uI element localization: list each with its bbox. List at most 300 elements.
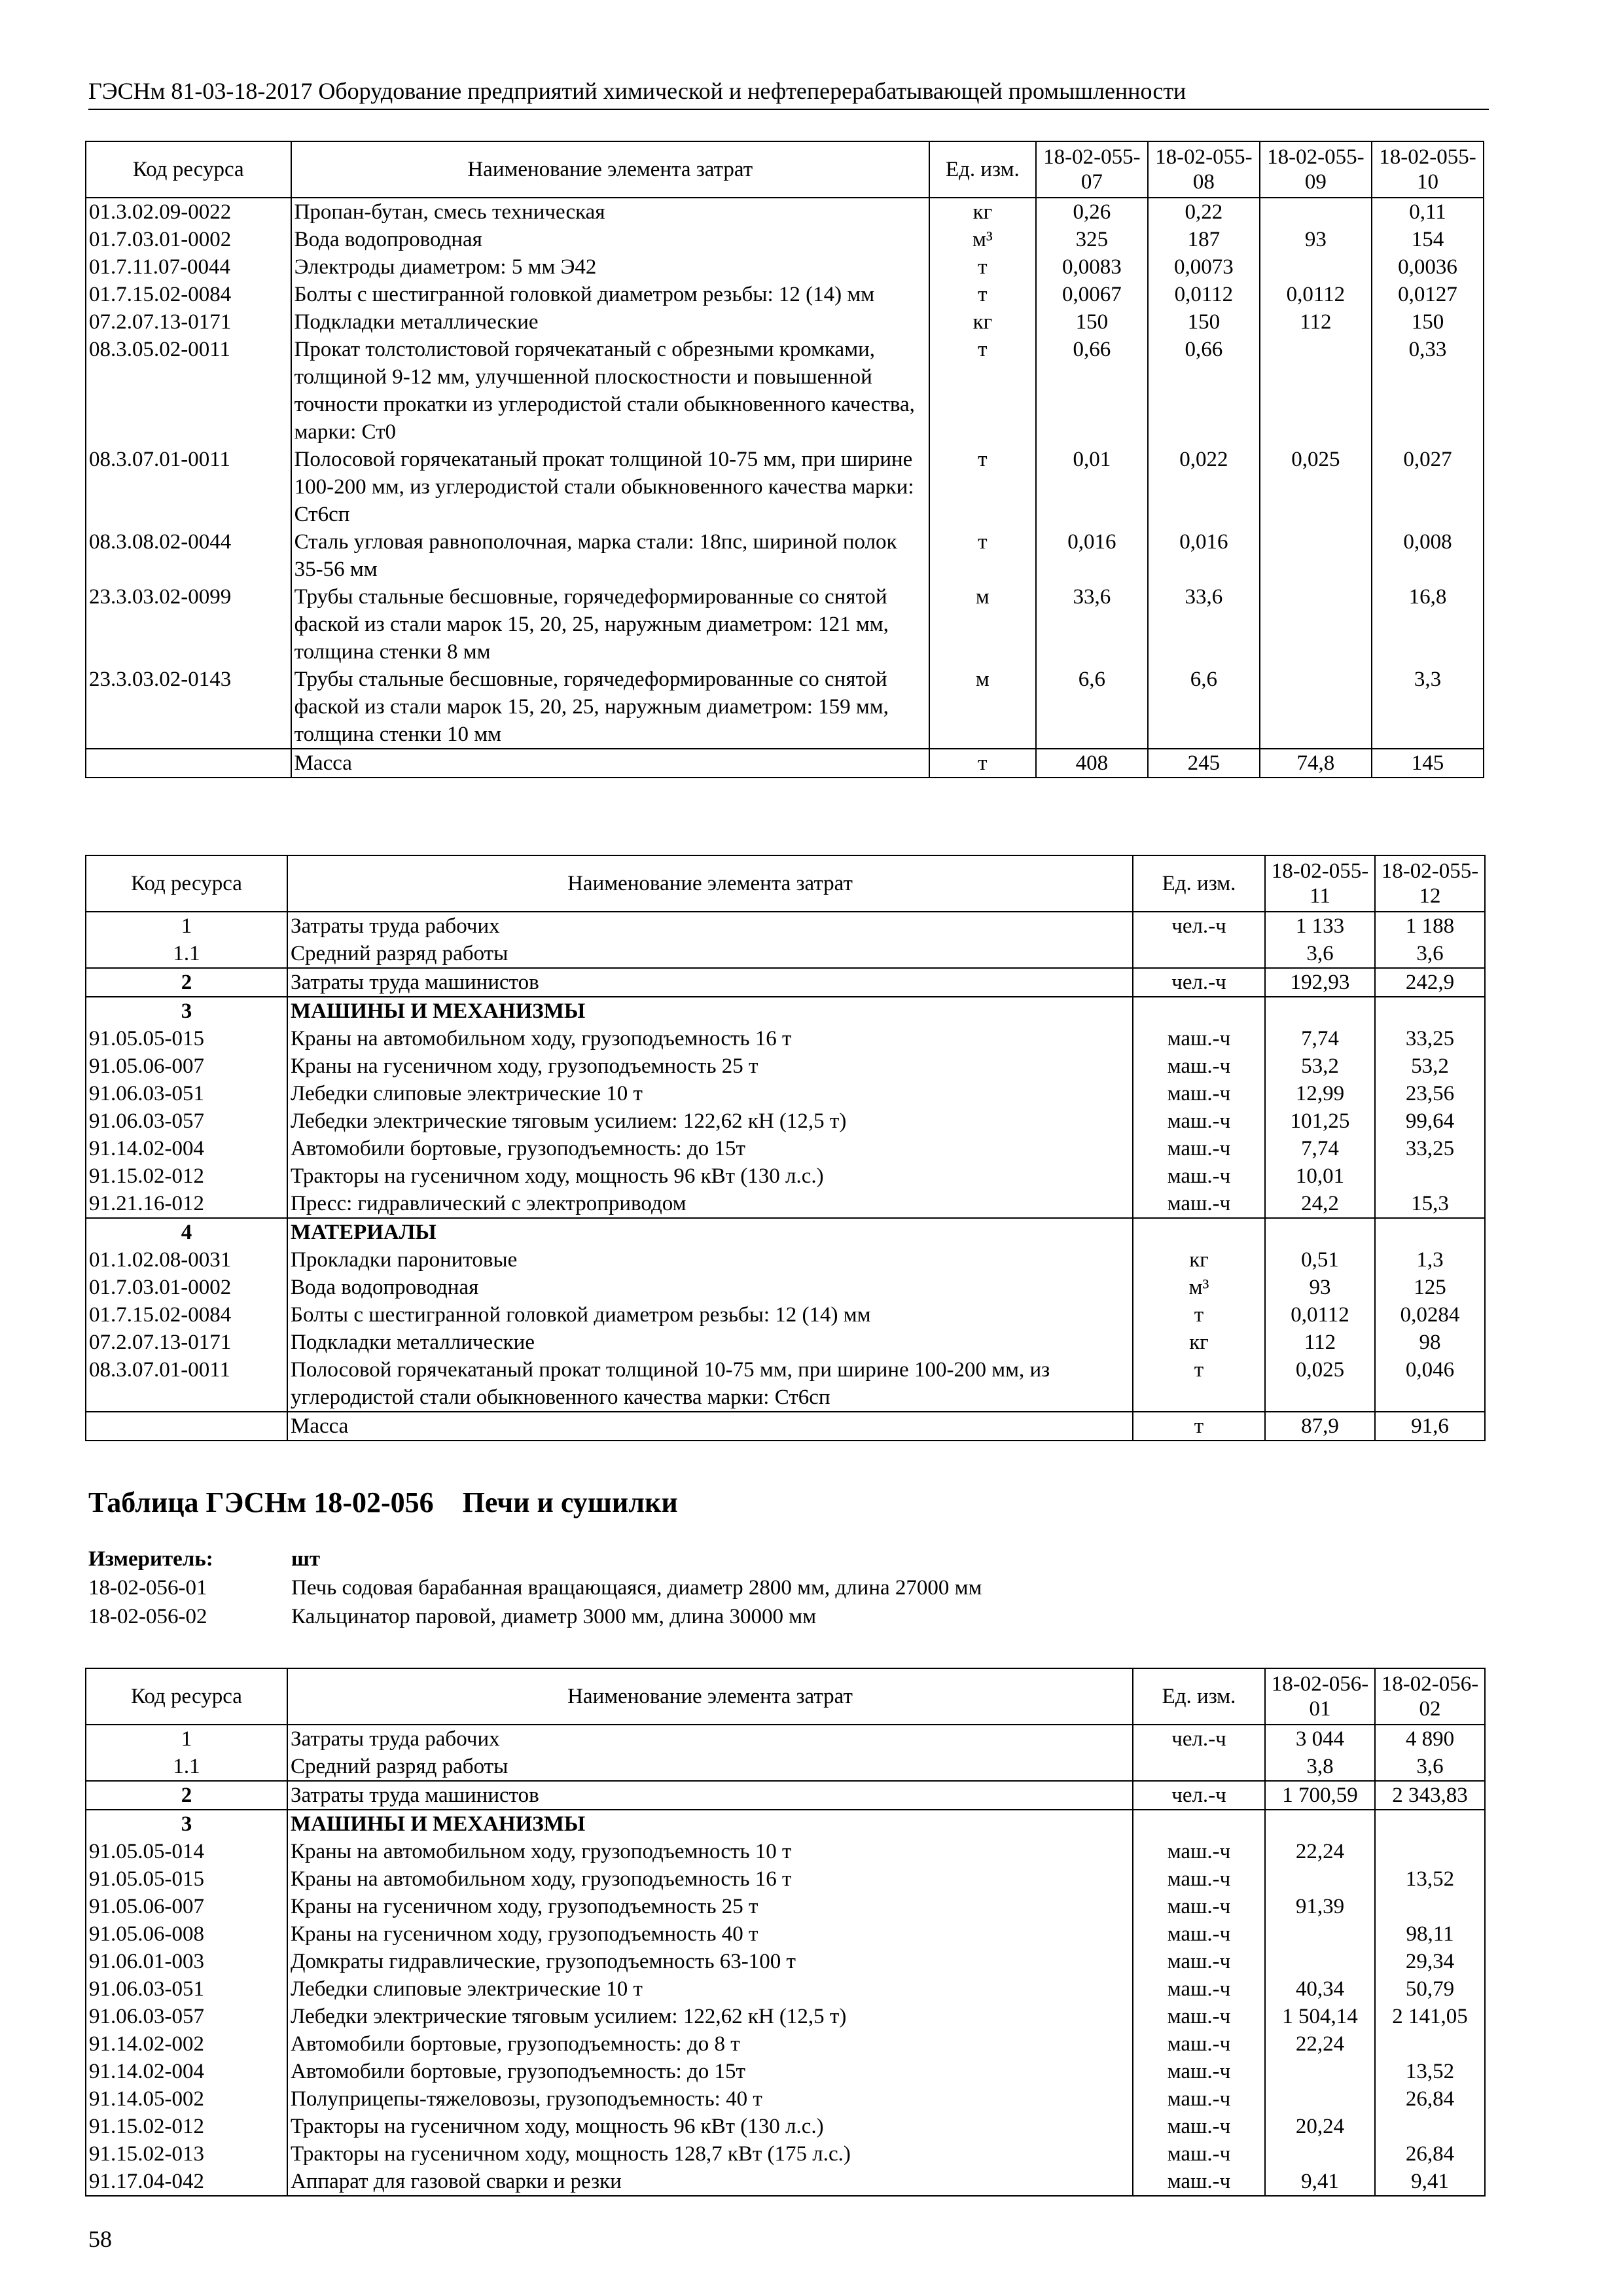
value-cell: 16,8 [1372, 583, 1484, 666]
value-cell: 0,11 [1372, 198, 1484, 226]
table-row [86, 1218, 1485, 1246]
resource-code: 08.3.08.02-0044 [86, 528, 291, 583]
table-row [86, 1356, 1485, 1412]
resource-code: 91.06.03-057 [86, 1107, 287, 1135]
unit: маш.-ч [1133, 2168, 1265, 2196]
measure-block [88, 1545, 982, 1631]
resource-name: Затраты труда рабочих [287, 912, 1133, 940]
table-row [86, 1107, 1485, 1135]
col-header-code: Код ресурса [86, 855, 287, 912]
table-row [86, 1781, 1485, 1810]
resource-code: 91.05.05-015 [86, 1865, 287, 1893]
value-cell: 145 [1372, 749, 1484, 778]
value-cell: 10,01 [1265, 1162, 1375, 1190]
unit: т [929, 281, 1036, 308]
unit: маш.-ч [1133, 1135, 1265, 1162]
unit: кг [1133, 1329, 1265, 1356]
value-cell: 1 700,59 [1265, 1781, 1375, 1810]
value-cell: 242,9 [1375, 968, 1485, 997]
table-row [86, 1080, 1485, 1107]
value-cell [1375, 2113, 1485, 2140]
resource-code: 91.14.02-002 [86, 2030, 287, 2058]
value-cell [1265, 997, 1375, 1025]
resource-code: 91.15.02-012 [86, 1162, 287, 1190]
resource-code: 91.06.03-051 [86, 1975, 287, 2003]
value-cell [1265, 1948, 1375, 1975]
page-number: 58 [88, 2226, 112, 2252]
unit: т [1133, 1356, 1265, 1412]
table-row [86, 2003, 1485, 2030]
unit: чел.-ч [1133, 968, 1265, 997]
value-cell [1265, 2140, 1375, 2168]
unit: м [929, 666, 1036, 749]
resource-name: Подкладки металлические [287, 1329, 1133, 1356]
value-cell: 0,01 [1036, 446, 1148, 528]
resource-code: 1.1 [86, 940, 287, 968]
table-row [86, 308, 1484, 336]
value-cell: 0,66 [1036, 336, 1148, 446]
value-cell: 29,34 [1375, 1948, 1485, 1975]
value-cell: 0,66 [1148, 336, 1260, 446]
value-cell: 7,74 [1265, 1025, 1375, 1052]
unit: чел.-ч [1133, 1781, 1265, 1810]
unit: маш.-ч [1133, 1162, 1265, 1190]
col-header-code: Код ресурса [86, 141, 291, 198]
unit: маш.-ч [1133, 1107, 1265, 1135]
col-header-18-02-055-10: 18-02-055-10 [1372, 141, 1484, 198]
value-cell: 3,6 [1375, 1753, 1485, 1781]
table-row [86, 2058, 1485, 2085]
value-cell: 93 [1265, 1274, 1375, 1301]
resource-name: Лебедки слиповые электрические 10 т [287, 1080, 1133, 1107]
resource-code: 1 [86, 1725, 287, 1753]
value-cell: 154 [1372, 226, 1484, 253]
resource-name: Масса [291, 749, 929, 778]
value-cell [1260, 336, 1372, 446]
table-row [86, 1162, 1485, 1190]
unit: маш.-ч [1133, 2140, 1265, 2168]
table-row [86, 336, 1484, 446]
unit: т [929, 749, 1036, 778]
value-cell: 0,0083 [1036, 253, 1148, 281]
value-cell: 0,33 [1372, 336, 1484, 446]
col-header-18-02-055-08: 18-02-055-08 [1148, 141, 1260, 198]
measure-code: 18-02-056-01 [88, 1576, 207, 1600]
value-cell: 50,79 [1375, 1975, 1485, 2003]
unit [1133, 997, 1265, 1025]
table-row [86, 940, 1485, 968]
value-cell: 91,39 [1265, 1893, 1375, 1920]
measure-code: 18-02-056-02 [88, 1605, 207, 1628]
value-cell: 26,84 [1375, 2140, 1485, 2168]
value-cell: 0,0112 [1265, 1301, 1375, 1329]
value-cell: 101,25 [1265, 1107, 1375, 1135]
resource-name: Вода водопроводная [291, 226, 929, 253]
value-cell: 33,25 [1375, 1025, 1485, 1052]
unit: маш.-ч [1133, 2030, 1265, 2058]
value-cell: 125 [1375, 1274, 1485, 1301]
resource-code: 91.17.04-042 [86, 2168, 287, 2196]
table-row [86, 253, 1484, 281]
resource-name: Подкладки металлические [291, 308, 929, 336]
unit: м³ [1133, 1274, 1265, 1301]
resource-name: МАШИНЫ И МЕХАНИЗМЫ [287, 1810, 1133, 1838]
table-row [86, 1190, 1485, 1218]
unit: маш.-ч [1133, 1920, 1265, 1948]
value-cell: 0,027 [1372, 446, 1484, 528]
unit: маш.-ч [1133, 1190, 1265, 1218]
unit: кг [929, 308, 1036, 336]
value-cell [1265, 1810, 1375, 1838]
resource-code: 2 [86, 968, 287, 997]
value-cell [1375, 1810, 1485, 1838]
table-row [86, 1135, 1485, 1162]
value-cell: 22,24 [1265, 1838, 1375, 1865]
measure-label: Измеритель: [88, 1547, 213, 1571]
value-cell: 1 133 [1265, 912, 1375, 940]
resource-code: 4 [86, 1218, 287, 1246]
table-row [86, 2030, 1485, 2058]
unit: маш.-ч [1133, 1865, 1265, 1893]
value-cell: 0,022 [1148, 446, 1260, 528]
resource-name: Полосовой горячекатаный прокат толщиной 10-75 мм, при ширине 100-200 мм, из углеродистой стали обыкновенного качества марки: Ст6сп [287, 1356, 1133, 1412]
resource-name: Аппарат для газовой сварки и резки [287, 2168, 1133, 2196]
page-header: ГЭСНм 81-03-18-2017 Оборудование предприятий химической и нефтеперерабатывающей промышленности [88, 77, 1489, 110]
resource-name: Краны на автомобильном ходу, грузоподъемность 10 т [287, 1838, 1133, 1865]
resource-name: Затраты труда машинистов [287, 1781, 1133, 1810]
value-cell [1260, 198, 1372, 226]
resource-code: 3 [86, 1810, 287, 1838]
value-cell: 23,56 [1375, 1080, 1485, 1107]
resource-code: 01.1.02.08-0031 [86, 1246, 287, 1274]
value-cell: 112 [1260, 308, 1372, 336]
table-row [86, 1246, 1485, 1274]
value-cell: 0,046 [1375, 1356, 1485, 1412]
resource-table-055-11-12 [85, 855, 1486, 1441]
value-cell: 93 [1260, 226, 1372, 253]
value-cell: 150 [1036, 308, 1148, 336]
unit: маш.-ч [1133, 1948, 1265, 1975]
col-header-unit: Ед. изм. [1133, 855, 1265, 912]
section-title: Таблица ГЭСНм 18-02-056 Печи и сушилки [88, 1486, 678, 1518]
resource-name: Затраты труда машинистов [287, 968, 1133, 997]
table-row [86, 1753, 1485, 1781]
value-cell: 0,016 [1148, 528, 1260, 583]
resource-name: Домкраты гидравлические, грузоподъемность 63-100 т [287, 1948, 1133, 1975]
value-cell: 13,52 [1375, 1865, 1485, 1893]
value-cell: 150 [1148, 308, 1260, 336]
resource-code: 91.14.05-002 [86, 2085, 287, 2113]
table-row [86, 198, 1484, 226]
value-cell [1265, 2058, 1375, 2085]
value-cell: 245 [1148, 749, 1260, 778]
value-cell [1375, 2030, 1485, 2058]
unit [1133, 1810, 1265, 1838]
value-cell: 6,6 [1148, 666, 1260, 749]
table-row [86, 968, 1485, 997]
value-cell: 74,8 [1260, 749, 1372, 778]
resource-code: 08.3.07.01-0011 [86, 446, 291, 528]
value-cell: 7,74 [1265, 1135, 1375, 1162]
resource-code: 01.7.15.02-0084 [86, 281, 291, 308]
resource-name: Трубы стальные бесшовные, горячедеформированные со снятой фаской из стали марок 15, 20, 25, наружным диаметром: 159 мм, толщина стенки 10 мм [291, 666, 929, 749]
resource-code: 08.3.07.01-0011 [86, 1356, 287, 1412]
resource-name: Тракторы на гусеничном ходу, мощность 128,7 кВт (175 л.с.) [287, 2140, 1133, 2168]
unit: т [1133, 1301, 1265, 1329]
col-header-18-02-056-01: 18-02-056-01 [1265, 1668, 1375, 1725]
value-cell [1265, 2085, 1375, 2113]
value-cell: 87,9 [1265, 1412, 1375, 1441]
resource-code: 23.3.03.02-0099 [86, 583, 291, 666]
resource-code: 01.7.03.01-0002 [86, 226, 291, 253]
col-header-unit: Ед. изм. [929, 141, 1036, 198]
value-cell: 9,41 [1265, 2168, 1375, 2196]
value-cell: 3,6 [1265, 940, 1375, 968]
resource-code: 01.7.15.02-0084 [86, 1301, 287, 1329]
col-header-18-02-055-07: 18-02-055-07 [1036, 141, 1148, 198]
value-cell: 3,8 [1265, 1753, 1375, 1781]
unit [1133, 1753, 1265, 1781]
unit: маш.-ч [1133, 1975, 1265, 2003]
resource-name: Трубы стальные бесшовные, горячедеформированные со снятой фаской из стали марок 15, 20, 25, наружным диаметром: 121 мм, толщина стенки 8 мм [291, 583, 929, 666]
table-row [86, 1865, 1485, 1893]
unit: т [929, 253, 1036, 281]
value-cell: 4 890 [1375, 1725, 1485, 1753]
table-row [86, 528, 1484, 583]
resource-code: 2 [86, 1781, 287, 1810]
unit: маш.-ч [1133, 1893, 1265, 1920]
value-cell [1260, 528, 1372, 583]
value-cell [1375, 1218, 1485, 1246]
resource-name: Краны на гусеничном ходу, грузоподъемность 40 т [287, 1920, 1133, 1948]
value-cell: 24,2 [1265, 1190, 1375, 1218]
table-row [86, 912, 1485, 940]
unit: т [929, 336, 1036, 446]
value-cell: 0,26 [1036, 198, 1148, 226]
resource-name: МАШИНЫ И МЕХАНИЗМЫ [287, 997, 1133, 1025]
resource-code [86, 1412, 287, 1441]
col-header-18-02-056-02: 18-02-056-02 [1375, 1668, 1485, 1725]
value-cell: 0,0036 [1372, 253, 1484, 281]
value-cell: 91,6 [1375, 1412, 1485, 1441]
resource-name: Сталь угловая равнополочная, марка стали: 18пс, шириной полок 35-56 мм [291, 528, 929, 583]
value-cell [1375, 1893, 1485, 1920]
table-row [86, 1725, 1485, 1753]
value-cell: 0,0067 [1036, 281, 1148, 308]
value-cell: 0,0112 [1148, 281, 1260, 308]
resource-code: 91.15.02-012 [86, 2113, 287, 2140]
value-cell [1260, 253, 1372, 281]
resource-code: 23.3.03.02-0143 [86, 666, 291, 749]
value-cell: 325 [1036, 226, 1148, 253]
table-row [86, 1025, 1485, 1052]
value-cell [1260, 666, 1372, 749]
value-cell: 99,64 [1375, 1107, 1485, 1135]
value-cell: 3,3 [1372, 666, 1484, 749]
value-cell: 0,008 [1372, 528, 1484, 583]
resource-name: Лебедки слиповые электрические 10 т [287, 1975, 1133, 2003]
value-cell: 0,0112 [1260, 281, 1372, 308]
resource-name: Краны на автомобильном ходу, грузоподъемность 16 т [287, 1025, 1133, 1052]
resource-name: Краны на автомобильном ходу, грузоподъемность 16 т [287, 1865, 1133, 1893]
col-header-name: Наименование элемента затрат [287, 1668, 1133, 1725]
table-row [86, 1893, 1485, 1920]
resource-name: Болты с шестигранной головкой диаметром резьбы: 12 (14) мм [291, 281, 929, 308]
value-cell: 3 044 [1265, 1725, 1375, 1753]
resource-name: Краны на гусеничном ходу, грузоподъемность 25 т [287, 1052, 1133, 1080]
value-cell: 33,6 [1148, 583, 1260, 666]
unit: кг [929, 198, 1036, 226]
resource-code: 91.05.06-007 [86, 1052, 287, 1080]
resource-name: Средний разряд работы [287, 1753, 1133, 1781]
table-row [86, 2168, 1485, 2196]
value-cell [1265, 1218, 1375, 1246]
value-cell: 0,016 [1036, 528, 1148, 583]
value-cell: 1 504,14 [1265, 2003, 1375, 2030]
resource-code: 3 [86, 997, 287, 1025]
value-cell: 53,2 [1375, 1052, 1485, 1080]
table-row [86, 2140, 1485, 2168]
value-cell [1375, 1838, 1485, 1865]
value-cell: 0,22 [1148, 198, 1260, 226]
table-row [86, 1975, 1485, 2003]
value-cell: 2 343,83 [1375, 1781, 1485, 1810]
col-header-name: Наименование элемента затрат [287, 855, 1133, 912]
resource-name: Автомобили бортовые, грузоподъемность: до 15т [287, 2058, 1133, 2085]
resource-code: 91.06.03-051 [86, 1080, 287, 1107]
table-row [86, 281, 1484, 308]
resource-code: 01.3.02.09-0022 [86, 198, 291, 226]
resource-code: 91.21.16-012 [86, 1190, 287, 1218]
resource-code: 91.05.05-015 [86, 1025, 287, 1052]
measure-text: Печь содовая барабанная вращающаяся, диаметр 2800 мм, длина 27000 мм [291, 1576, 982, 1600]
unit: чел.-ч [1133, 912, 1265, 940]
resource-code: 1.1 [86, 1753, 287, 1781]
resource-table-056-01-02 [85, 1668, 1486, 2197]
col-header-18-02-055-12: 18-02-055-12 [1375, 855, 1485, 912]
value-cell: 12,99 [1265, 1080, 1375, 1107]
resource-code: 07.2.07.13-0171 [86, 1329, 287, 1356]
value-cell: 40,34 [1265, 1975, 1375, 2003]
table-row [86, 1301, 1485, 1329]
value-cell [1375, 1162, 1485, 1190]
value-cell: 26,84 [1375, 2085, 1485, 2113]
value-cell: 408 [1036, 749, 1148, 778]
table-row [86, 997, 1485, 1025]
resource-name: Масса [287, 1412, 1133, 1441]
value-cell: 0,025 [1265, 1356, 1375, 1412]
value-cell: 3,6 [1375, 940, 1485, 968]
value-cell: 20,24 [1265, 2113, 1375, 2140]
unit: т [929, 446, 1036, 528]
resource-code: 1 [86, 912, 287, 940]
measure-value: шт [291, 1547, 321, 1571]
unit: т [929, 528, 1036, 583]
unit: маш.-ч [1133, 1080, 1265, 1107]
resource-code: 91.14.02-004 [86, 1135, 287, 1162]
table-row [86, 666, 1484, 749]
unit: маш.-ч [1133, 1052, 1265, 1080]
unit: т [1133, 1412, 1265, 1441]
resource-name: Автомобили бортовые, грузоподъемность: до 15т [287, 1135, 1133, 1162]
resource-code: 91.05.06-007 [86, 1893, 287, 1920]
value-cell: 98 [1375, 1329, 1485, 1356]
col-header-18-02-055-09: 18-02-055-09 [1260, 141, 1372, 198]
resource-name: Затраты труда рабочих [287, 1725, 1133, 1753]
unit: маш.-ч [1133, 2003, 1265, 2030]
resource-name: Полосовой горячекатаный прокат толщиной 10-75 мм, при ширине 100-200 мм, из углеродистой стали обыкновенного качества марки: Ст6сп [291, 446, 929, 528]
resource-code: 91.14.02-004 [86, 2058, 287, 2085]
value-cell: 0,51 [1265, 1246, 1375, 1274]
resource-name: Прокат толстолистовой горячекатаный с обрезными кромками, толщиной 9-12 мм, улучшенной плоскостности и повышенной точности прокатки из углеродистой стали обыкновенного качества, марки: Ст0 [291, 336, 929, 446]
value-cell [1265, 1865, 1375, 1893]
value-cell: 22,24 [1265, 2030, 1375, 2058]
col-header-18-02-055-11: 18-02-055-11 [1265, 855, 1375, 912]
table-row [86, 2085, 1485, 2113]
resource-name: Болты с шестигранной головкой диаметром резьбы: 12 (14) мм [287, 1301, 1133, 1329]
resource-name: Тракторы на гусеничном ходу, мощность 96 кВт (130 л.с.) [287, 1162, 1133, 1190]
resource-name: МАТЕРИАЛЫ [287, 1218, 1133, 1246]
unit: маш.-ч [1133, 1025, 1265, 1052]
table-row [86, 446, 1484, 528]
value-cell: 187 [1148, 226, 1260, 253]
table-row [86, 1274, 1485, 1301]
unit: кг [1133, 1246, 1265, 1274]
resource-name: Вода водопроводная [287, 1274, 1133, 1301]
value-cell: 1,3 [1375, 1246, 1485, 1274]
unit: маш.-ч [1133, 2058, 1265, 2085]
resource-name: Средний разряд работы [287, 940, 1133, 968]
resource-code: 01.7.11.07-0044 [86, 253, 291, 281]
resource-name: Прокладки паронитовые [287, 1246, 1133, 1274]
table-row [86, 1810, 1485, 1838]
resource-code: 91.06.03-057 [86, 2003, 287, 2030]
table-row [86, 583, 1484, 666]
value-cell: 2 141,05 [1375, 2003, 1485, 2030]
value-cell: 13,52 [1375, 2058, 1485, 2085]
table-row [86, 1052, 1485, 1080]
table-row [86, 2113, 1485, 2140]
value-cell: 0,0284 [1375, 1301, 1485, 1329]
resource-name: Краны на гусеничном ходу, грузоподъемность 25 т [287, 1893, 1133, 1920]
value-cell: 6,6 [1036, 666, 1148, 749]
resource-name: Полуприцепы-тяжеловозы, грузоподъемность: 40 т [287, 2085, 1133, 2113]
value-cell: 9,41 [1375, 2168, 1485, 2196]
table-row [86, 1948, 1485, 1975]
value-cell: 33,6 [1036, 583, 1148, 666]
unit: маш.-ч [1133, 2113, 1265, 2140]
unit [1133, 940, 1265, 968]
resource-table-055-07-10 [85, 141, 1484, 778]
table-row [86, 1329, 1485, 1356]
value-cell [1375, 997, 1485, 1025]
resource-code: 91.06.01-003 [86, 1948, 287, 1975]
table-row [86, 1920, 1485, 1948]
value-cell: 33,25 [1375, 1135, 1485, 1162]
resource-name: Пресс: гидравлический с электроприводом [287, 1190, 1133, 1218]
measure-text: Кальцинатор паровой, диаметр 3000 мм, длина 30000 мм [291, 1605, 817, 1628]
resource-code: 07.2.07.13-0171 [86, 308, 291, 336]
value-cell: 112 [1265, 1329, 1375, 1356]
unit: чел.-ч [1133, 1725, 1265, 1753]
resource-code: 01.7.03.01-0002 [86, 1274, 287, 1301]
unit: м³ [929, 226, 1036, 253]
value-cell [1260, 583, 1372, 666]
resource-name: Электроды диаметром: 5 мм Э42 [291, 253, 929, 281]
resource-name: Автомобили бортовые, грузоподъемность: до 8 т [287, 2030, 1133, 2058]
resource-code: 91.15.02-013 [86, 2140, 287, 2168]
col-header-code: Код ресурса [86, 1668, 287, 1725]
